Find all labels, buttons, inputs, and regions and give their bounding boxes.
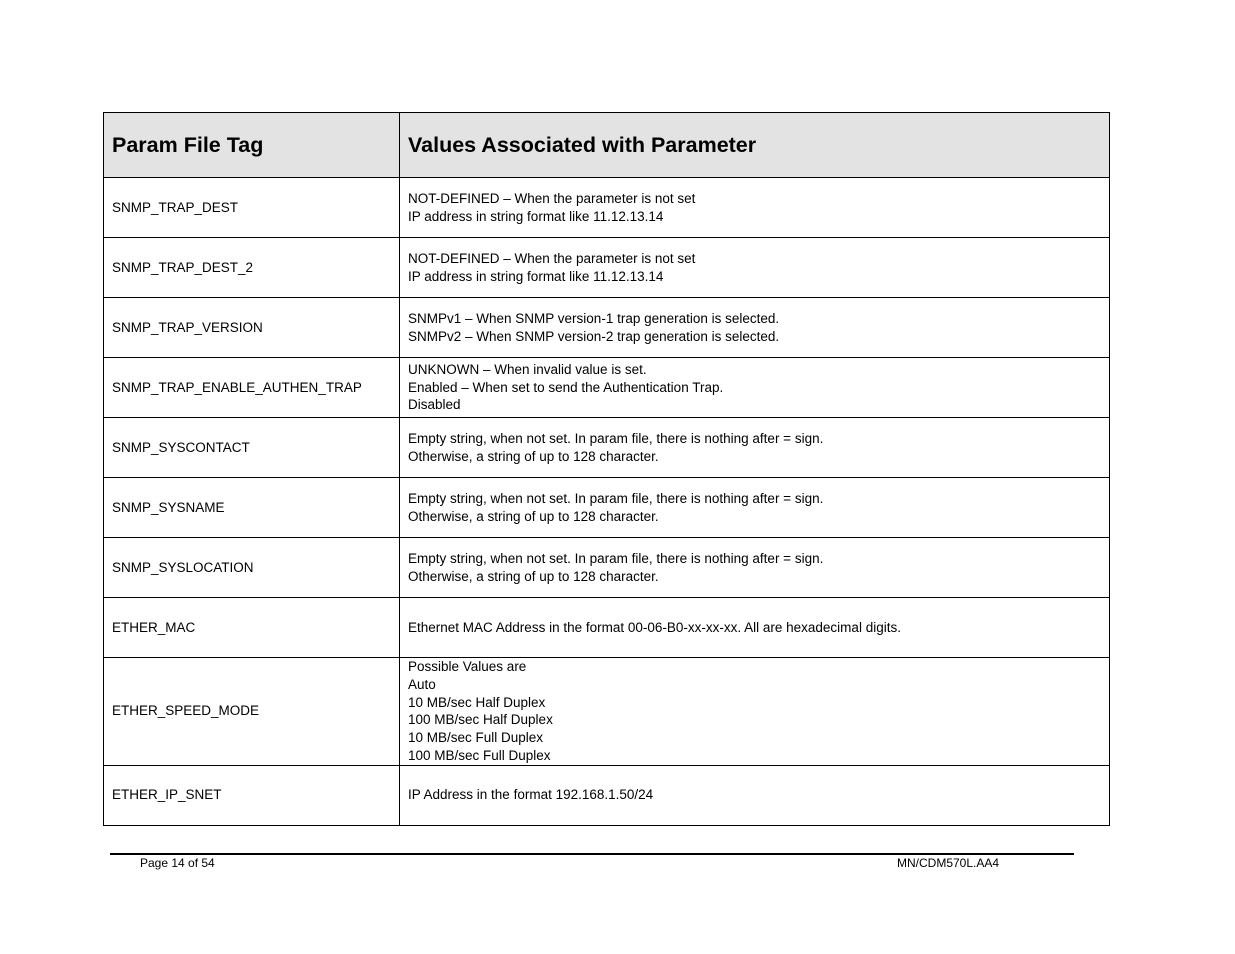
page-number: Page 14 of 54 xyxy=(140,856,215,870)
value-line: Otherwise, a string of up to 128 character. xyxy=(408,448,659,464)
table-row xyxy=(104,418,1110,478)
param-values-cell xyxy=(400,538,1110,598)
table-row xyxy=(104,178,1110,238)
param-values-cell xyxy=(400,418,1110,478)
param-tag-cell: ETHER_MAC xyxy=(104,598,400,658)
table-row xyxy=(104,538,1110,598)
table-row xyxy=(104,358,1110,418)
param-values-cell xyxy=(400,238,1110,298)
value-line: IP address in string format like 11.12.13.14 xyxy=(408,208,664,224)
param-values-cell xyxy=(400,358,1110,418)
value-line: Empty string, when not set. In param file, there is nothing after = sign. xyxy=(408,430,824,446)
table-row xyxy=(104,658,1110,766)
table-header-row xyxy=(104,113,1110,178)
value-line: 10 MB/sec Full Duplex xyxy=(408,730,544,746)
value-line: 10 MB/sec Half Duplex xyxy=(408,694,546,710)
document-id: MN/CDM570L.AA4 xyxy=(897,856,1000,870)
table-row xyxy=(104,238,1110,298)
value-line: Empty string, when not set. In param file, there is nothing after = sign. xyxy=(408,550,824,566)
table-row xyxy=(104,298,1110,358)
header-values-associated: Values Associated with Parameter xyxy=(400,113,1110,178)
value-line: 100 MB/sec Half Duplex xyxy=(408,712,553,728)
param-tag-cell: SNMP_TRAP_VERSION xyxy=(104,298,400,358)
value-line: NOT-DEFINED – When the parameter is not set xyxy=(408,250,696,266)
param-tag-cell: SNMP_SYSNAME xyxy=(104,478,400,538)
value-line: SNMPv1 – When SNMP version-1 trap generation is selected. xyxy=(408,310,780,326)
value-line: Disabled xyxy=(408,397,461,413)
footer-divider xyxy=(110,853,1074,855)
value-line: UNKNOWN – When invalid value is set. xyxy=(408,361,647,377)
value-line: IP address in string format like 11.12.13.14 xyxy=(408,268,664,284)
value-line: Enabled – When set to send the Authentication Trap. xyxy=(408,379,724,395)
param-tag-cell: SNMP_TRAP_DEST xyxy=(104,178,400,238)
param-values-cell xyxy=(400,765,1110,825)
value-line: Ethernet MAC Address in the format 00-06-B0-xx-xx-xx. All are hexadecimal digits. xyxy=(408,619,901,635)
param-tag-cell: SNMP_SYSLOCATION xyxy=(104,538,400,598)
param-values-cell xyxy=(400,658,1110,766)
param-tag-cell: SNMP_TRAP_DEST_2 xyxy=(104,238,400,298)
header-param-file-tag: Param File Tag xyxy=(104,113,400,178)
param-values-cell xyxy=(400,598,1110,658)
value-line: Otherwise, a string of up to 128 character. xyxy=(408,568,659,584)
table-row xyxy=(104,598,1110,658)
param-tag-cell: ETHER_SPEED_MODE xyxy=(104,658,400,766)
param-values-cell xyxy=(400,478,1110,538)
value-line: SNMPv2 – When SNMP version-2 trap generation is selected. xyxy=(408,328,780,344)
param-tag-cell: SNMP_SYSCONTACT xyxy=(104,418,400,478)
param-table xyxy=(103,112,1110,826)
param-values-cell xyxy=(400,298,1110,358)
value-line: Auto xyxy=(408,676,436,692)
value-line: NOT-DEFINED – When the parameter is not set xyxy=(408,190,696,206)
param-tag-cell: SNMP_TRAP_ENABLE_AUTHEN_TRAP xyxy=(104,358,400,418)
table-row xyxy=(104,765,1110,825)
param-tag-cell: ETHER_IP_SNET xyxy=(104,765,400,825)
value-line: Empty string, when not set. In param file, there is nothing after = sign. xyxy=(408,490,824,506)
value-line: IP Address in the format 192.168.1.50/24 xyxy=(408,787,654,803)
param-values-cell xyxy=(400,178,1110,238)
value-line: 100 MB/sec Full Duplex xyxy=(408,747,551,763)
table-row xyxy=(104,478,1110,538)
value-line: Otherwise, a string of up to 128 character. xyxy=(408,508,659,524)
value-line: Possible Values are xyxy=(408,659,527,674)
